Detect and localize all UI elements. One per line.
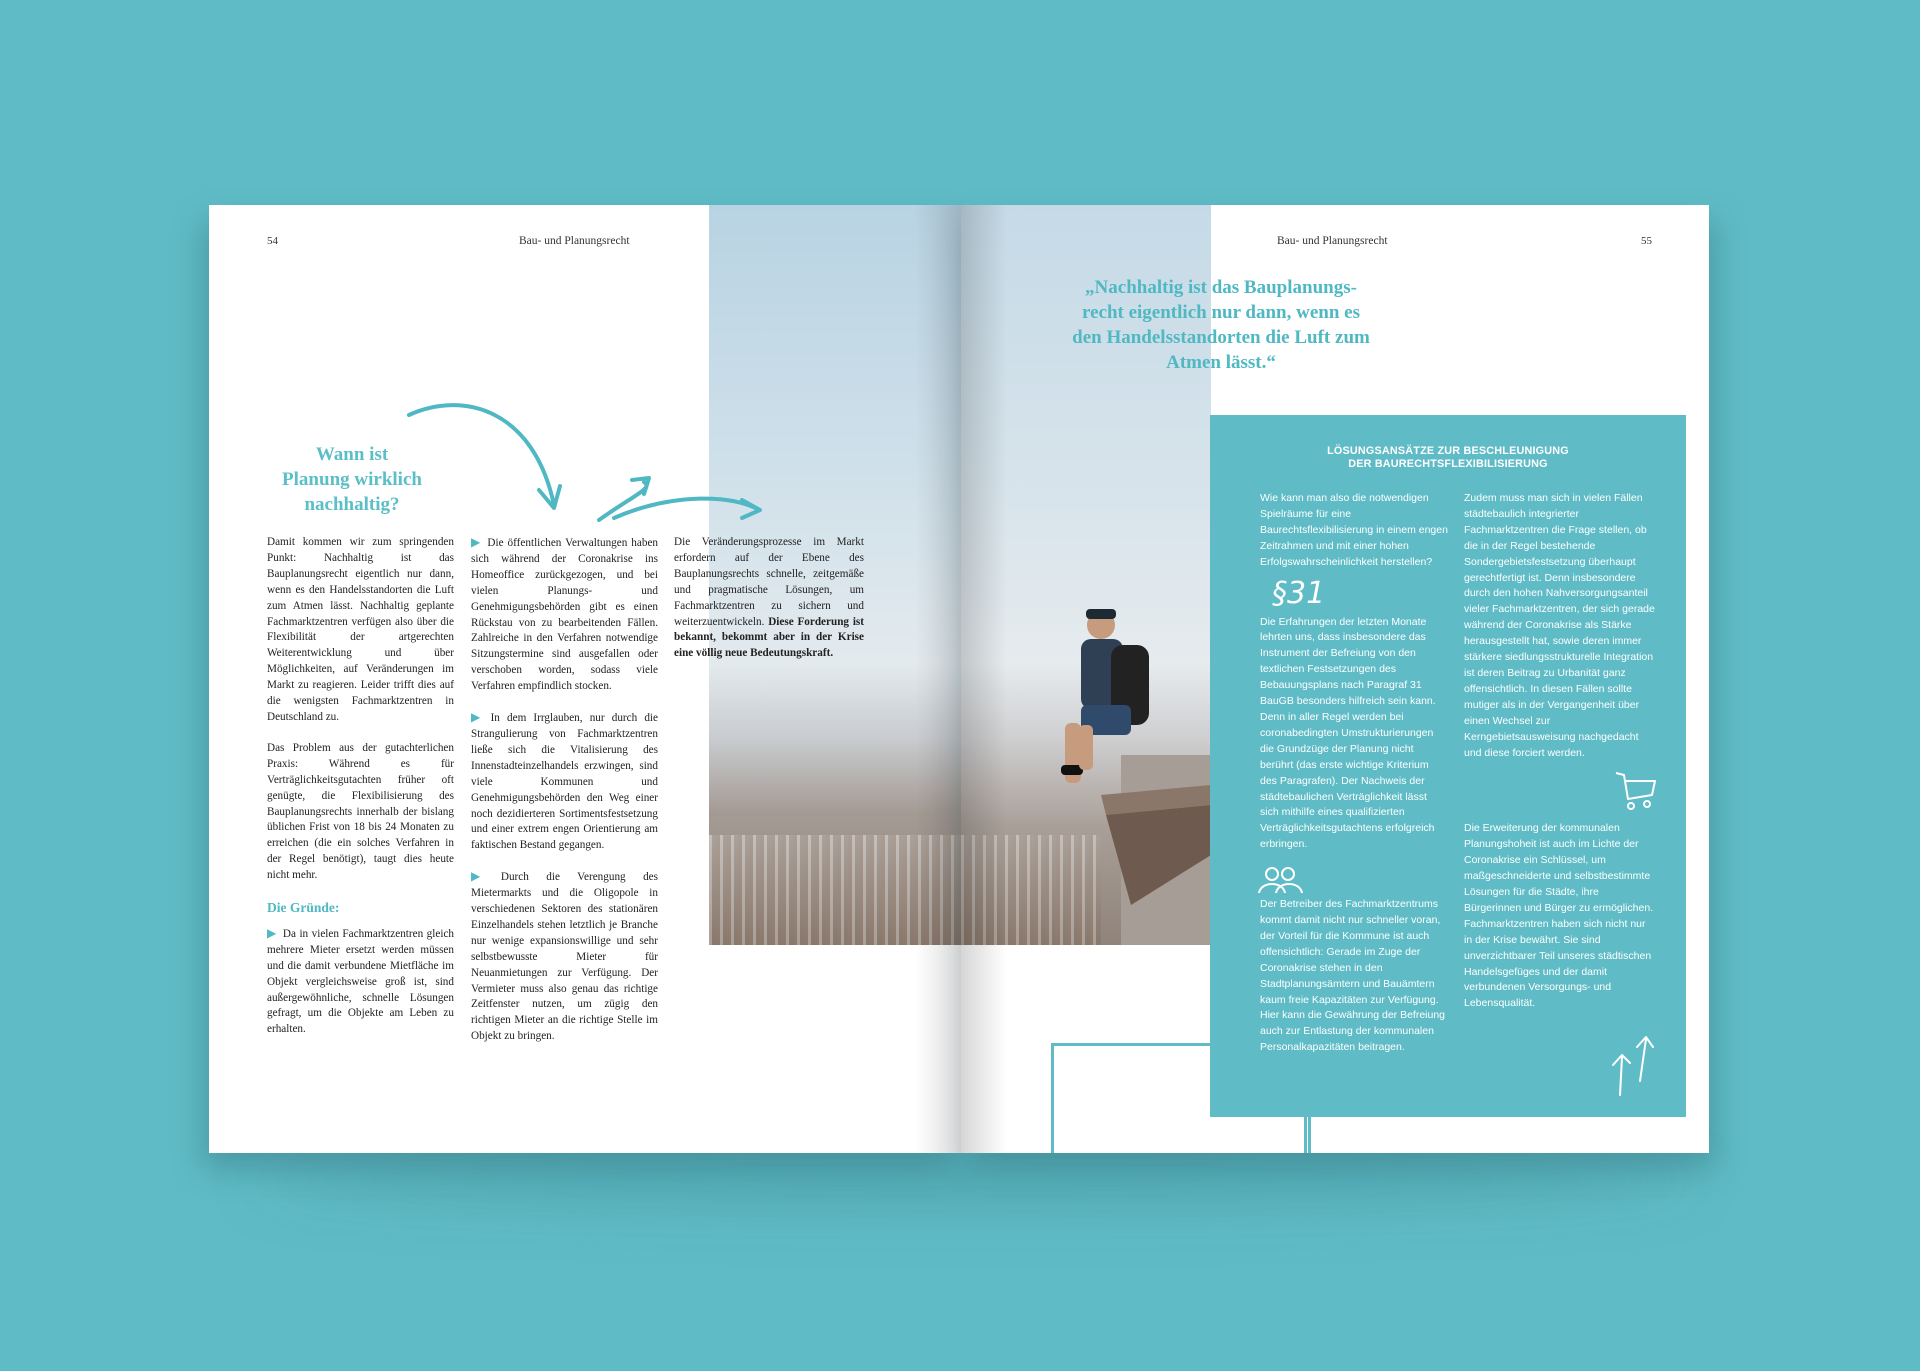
- info-box-title: LÖSUNGSANSÄTZE ZUR BESCHLEUNIGUNG DER BAURECHTSFLEXIBILISIERUNG: [1327, 445, 1569, 470]
- paragraph: Das Problem aus der gutachterlichen Praxis: Während es für Verträglichkeitsgutachten früher oft genügte, die Flexibilisierung des Bauplanungsrechts innerhalb der bislang üblichen Frist von 18 bis 24 Monaten zu erreichen (die ein solches Verfahren in der Regel benötigt), taugt dies heute nicht mehr.: [267, 741, 454, 882]
- text-column-2: [471, 535, 658, 1060]
- paragraph: Die Veränderungsprozesse im Markt erfordern auf der Ebene des Bauplanungsrechts schnelle, zeitgemäße und pragmatische Lösungen, um Fachmarktzentren zu sichern und weiterzuentwickeln. Diese Forderung ist bekannt, bekommt aber in der Krise eine völlig neue Bedeutungskraft.: [674, 536, 865, 660]
- page-number: 55: [1641, 235, 1652, 247]
- info-box: [1210, 415, 1686, 1117]
- text-column-1: [267, 535, 454, 1053]
- running-head: Bau- und Planungsrecht: [1277, 235, 1388, 247]
- people-icon: [1256, 865, 1304, 895]
- up-arrows-icon: [1608, 1035, 1658, 1097]
- paragraph: ▶ In dem Irrglauben, nur durch die Strangulierung von Fachmarktzentren ließe sich die Vitalisierung des Innenstadteinzelhandels erzwingen, sind viele Kommunen und Genehmigungsbehörden den Weg einer noch dezidierteren Sortimentsfestsetzung und einer extrem engen Orientierung am faktischen Bestand gegangen.: [471, 710, 658, 852]
- arrow-doodle-icon: [404, 400, 564, 520]
- paragraph: Zudem muss man sich in vielen Fällen städtebaulich integrierter Fachmarktzentren die Frage stellen, ob die in der Regel bestehende Sondergebietsfestsetzung überhaupt gerechtfertigt ist. Denn insbesondere durch den hohen Nahversorgungsanteil vieler Fachmarktzentren, der sich gerade während der Coronakrise als Stärke herausgestellt hat, sowie deren immer stärkere siedlungsstrukturelle Integration ist deren Beitrag zu Urbanität ganz offensichtlich. In diesen Fällen sollte mutiger als in der Vergangenheit über einen Wechsel zur Kerngebietsausweisung nachgedacht und diese forciert werden.: [1464, 492, 1655, 759]
- spread-shadow: [250, 1150, 1700, 1210]
- frame-connector: [1304, 1117, 1307, 1153]
- running-head: Bau- und Planungsrecht: [519, 235, 630, 247]
- info-box-column-2: [1464, 491, 1656, 1012]
- info-box-column-1: [1260, 491, 1448, 1056]
- paragraph: ▶ Da in vielen Fachmarktzentren gleich mehrere Mieter ersetzt werden müssen und die damit verbundene Mietfläche im Objekt vergleichsweise groß ist, sind außergewöhnliche, schnelle Lösungen gefragt, um die Objekte am Leben zu erhalten.: [267, 925, 454, 1036]
- triangle-bullet-icon: ▶: [471, 710, 485, 725]
- paragraph-31-symbol: §31: [1272, 575, 1326, 611]
- shopping-cart-icon: [1614, 769, 1658, 813]
- double-arrow-doodle-icon: [594, 470, 769, 530]
- paragraph: Die Erweiterung der kommunalen Planungshoheit ist auch im Lichte der Coronakrise ein Schlüssel, um maßgeschneiderte und selbstbestimmte Lösungen für die Städte, ihre Bürgerinnen und Bürger zu ermöglichen. Fachmarktzentren haben sich nicht nur in der Krise bewährt. Sie sind unverzichtbarer Teil unseres städtischen Handelsgefüges und der damit verbundenen Versorgungs- und Lebensqualität.: [1464, 822, 1654, 1010]
- triangle-bullet-icon: ▶: [471, 869, 495, 884]
- paragraph: Damit kommen wir zum springenden Punkt: Nachhaltig ist das Bauplanungsrecht eigentlich nur dann, wenn es den Handelsstandorten die Luft zum Atmen lässt. Nachhaltig geplante Fachmarktzentren verfügen also über die Flexibilität der artgerechten Weiterentwicklung und über Möglichkeiten, auf Veränderungen im Markt zu reagieren. Leider trifft dies auf die wenigsten Fachmarktzentren in Deutschland zu.: [267, 536, 454, 723]
- paragraph: Der Betreiber des Fachmarktzentrums kommt damit nicht nur schneller voran, der Vorteil für die Kommune ist auch offensichtlich: Gerade im Zuge der Coronakrise stehen in den Stadtplanungsämtern und Bauämtern kaum freie Kapazitäten zur Verfügung. Hier kann die Gewährung der Befreiung auch zur Entlastung der kommunalen Personalkapazitäten beitragen.: [1260, 898, 1446, 1054]
- paragraph: Wie kann man also die notwendigen Spielräume für eine Baurechtsflexibilisierung in einem engen Zeitrahmen und mit einer hohen Erfolgswahrscheinlichkeit herstellen?: [1260, 492, 1448, 568]
- section-title: Wann ist Planung wirklich nachhaltig?: [282, 444, 422, 515]
- paragraph: ▶ Durch die Verengung des Mietermarkts und die Oligopole in verschiedenen Sektoren des stationären Einzelhandels stehen letztlich je Branche nur wenige expansionswillige und sehr selbstbewusste Mieter für Neuanmietungen zur Verfügung. Der Vermieter muss also genau das richtige Zeitfenster nutzen, um zügig den richtigen Mieter an die richtige Stelle im Objekt zu bringen.: [471, 869, 658, 1043]
- man-on-ledge-figure: [1021, 605, 1211, 945]
- triangle-bullet-icon: ▶: [471, 535, 482, 549]
- pull-quote: „Nachhaltig ist das Bauplanungs- recht eigentlich nur dann, wenn es den Handelsstandorten die Luft zum Atmen lässt.“: [1072, 277, 1370, 373]
- triangle-bullet-icon: ▶: [267, 925, 277, 940]
- subheading: Die Gründe:: [267, 900, 340, 916]
- page-number: 54: [267, 235, 278, 247]
- paragraph: Die Erfahrungen der letzten Monate lehrten uns, dass insbesondere das Instrument der Befreiung von den textlichen Festsetzungen des Bebauungsplans nach Paragraf 31 BauGB besonders hilfreich sein kann. Denn in aller Regel werden bei coronabedingten Umstrukturierungen die Grundzüge der Planung nicht berührt (das erste wichtige Kriterium des Paragrafen). Der Nachweis der städtebaulichen Verträglichkeit lässt sich mithilfe eines qualifizierten Verträglichkeitsgutachtens erfolgreich erbringen.: [1260, 615, 1436, 851]
- paragraph: ▶ Die öffentlichen Verwaltungen haben sich während der Coronakrise ins Homeoffice zurückgezogen, und bei vielen Planungs- und Genehmigungsbehörden gibt es einen Rückstau von zu bearbeitenden Fällen. Zahlreiche in den Verfahren notwendige Sitzungstermine sind ausgefallen oder verschoben worden, sodass viele Verfahren empfindlich stocken.: [471, 535, 659, 693]
- city-skyline: [709, 835, 961, 945]
- text-column-3: [674, 535, 864, 677]
- right-page: [961, 205, 1709, 1153]
- left-page: [209, 205, 961, 1153]
